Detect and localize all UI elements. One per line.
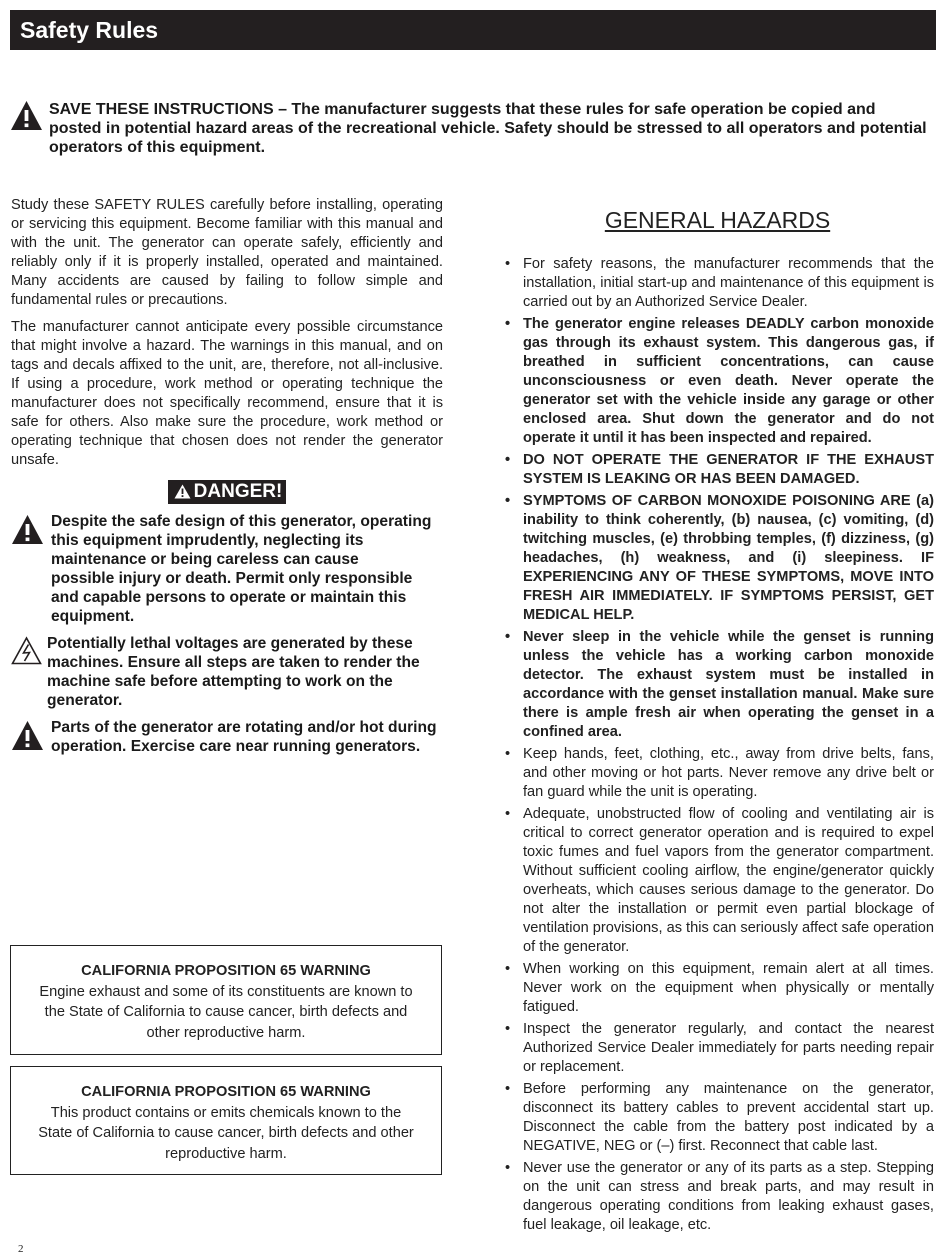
electrical-hazard-icon xyxy=(11,636,42,665)
danger-item-text: Despite the safe design of this generator, operating this equipment imprudently, neglecting its maintenance or being careless can cause xyxy=(51,513,432,568)
hazard-bullet: • DO NOT OPERATE THE GENERATOR IF THE EXHAUST SYSTEM IS LEAKING OR HAS BEEN DAMAGED. xyxy=(505,451,934,489)
page-number: 2 xyxy=(18,1243,24,1255)
danger-item-careless-operation xyxy=(11,512,443,626)
page-header xyxy=(10,10,936,50)
hazard-bullet: • Never use the generator or any of its parts as a step. Stepping on the unit can stress and break parts, and may result in dangerous operating conditions from leaking exhaust gases, fuel leakage, oil leakage, etc. xyxy=(505,1159,934,1235)
general-hazards-list xyxy=(505,255,934,1238)
hazard-bullet: • Adequate, unobstructed flow of cooling and ventilating air is critical to correct generator operation and is required to expel toxic fumes and fuel vapors from the generator compartment. Without sufficient cooling airflow, the engine/generator quickly overheats, which causes serious damage to the generator. Do not alter the installation or permit even partial blockage of ventilation provisions, as this can seriously affect safe operation of the generator. xyxy=(505,805,934,957)
hazard-bullet: • The generator engine releases DEADLY carbon monoxide gas through its exhaust system. This dangerous gas, if breathed in sufficient concentrations, can cause unconsciousness or even death. Never operate the generator set with the vehicle inside any garage or other enclosed area. Shut down the generator and do not operate it until it has been inspected and repaired. xyxy=(505,315,934,448)
intro-paragraph: Study these SAFETY RULES carefully before installing, operating or servicing this equipment. Become familiar with this manual and with the unit. The generator can operate safely, efficiently and reliably only if it is properly installed, operated and maintained. Many accidents are caused by failing to follow simple and fundamental rules or precautions. xyxy=(11,197,443,308)
danger-item-text: possible injury or death. Permit only responsible and capable persons to operate or maintain this equipment. xyxy=(51,570,413,625)
hazard-bullet: • SYMPTOMS OF CARBON MONOXIDE POISONING ARE (a) inability to think coherently, (b) nausea, (c) vomiting, (d) twitching muscles, (e) throbbing temples, (f) dizziness, (g) headaches, (h) weakness, and (i) sleepiness. IF EXPERIENCING ANY OF THESE SYMPTOMS, MOVE INTO FRESH AIR IMMEDIATELY. IF SYMPTOMS PERSIST, GET MEDICAL HELP. xyxy=(505,492,934,625)
exclamation-warning-icon xyxy=(11,720,44,751)
hazard-bullet: • Never sleep in the vehicle while the genset is running unless the vehicle has a working carbon monoxide detector. The exhaust system must be installed in accordance with the genset installation manual. Make sure there is ample fresh air when operating the genset in a confined area. xyxy=(505,628,934,742)
prop65-title: CALIFORNIA PROPOSITION 65 WARNING xyxy=(81,1084,371,1100)
danger-triangle-icon xyxy=(174,484,191,499)
hazard-bullet: • When working on this equipment, remain alert at all times. Never work on the equipment when physically or mentally fatigued. xyxy=(505,960,934,1017)
general-hazards-title: GENERAL HAZARDS xyxy=(604,207,831,233)
exclamation-warning-icon xyxy=(11,514,44,545)
hazard-bullet: • Keep hands, feet, clothing, etc., away from drive belts, fans, and other moving or hot parts. Never remove any drive belt or fan guard while the unit is operating. xyxy=(505,745,934,802)
prop65-body: This product contains or emits chemicals known to the State of California to cause cancer, birth defects and other reproductive harm. xyxy=(38,1104,414,1162)
danger-item-lethal-voltage xyxy=(11,634,443,710)
intro-paragraph: The manufacturer cannot anticipate every possible circumstance that might involve a hazard. The warnings in this manual, and on tags and decals affixed to the unit, are, therefore, not all-inclusive. If using a procedure, work method or operating technique the manufacturer does not specifically recommend, ensure that it is safe for others. Also make sure the procedure, work method or operating technique that chosen does not render the generator unsafe. xyxy=(11,319,443,468)
danger-item-text: Parts of the generator are rotating and/or hot during operation. Exercise care near running generators. xyxy=(51,719,437,755)
prop65-warning-box xyxy=(10,1066,442,1175)
danger-item-text: Potentially lethal voltages are generated by these machines. Ensure all steps are taken to render the machine safe before attempting to work on the generator. xyxy=(47,635,420,709)
exclamation-warning-icon xyxy=(10,100,43,131)
left-column xyxy=(11,196,443,764)
danger-item-rotating-hot-parts xyxy=(11,718,443,756)
save-instructions-notice xyxy=(10,100,930,157)
hazard-bullet: • Before performing any maintenance on the generator, disconnect its battery cables to prevent accidental start up. Disconnect the cable from the battery post indicated by a NEGATIVE, NEG or (–) first. Reconnect that cable last. xyxy=(505,1080,934,1156)
prop65-body: Engine exhaust and some of its constituents are known to the State of California to cause cancer, birth defects and other reproductive harm. xyxy=(39,983,413,1041)
danger-heading xyxy=(11,480,443,504)
prop65-warning-box xyxy=(10,945,442,1055)
hazard-bullet: • For safety reasons, the manufacturer recommends that the installation, initial start-up and maintenance of this equipment is carried out by an Authorized Service Dealer. xyxy=(505,255,934,312)
danger-label xyxy=(168,480,287,504)
prop65-title: CALIFORNIA PROPOSITION 65 WARNING xyxy=(81,963,371,979)
save-instructions-text: SAVE THESE INSTRUCTIONS – The manufacturer suggests that these rules for safe operation be copied and posted in potential hazard areas of the recreational vehicle. Safety should be stressed to all operators and potential operators of this equipment. xyxy=(49,101,927,156)
danger-label-text: DANGER! xyxy=(193,481,283,502)
hazard-bullet: • Inspect the generator regularly, and contact the nearest Authorized Service Dealer immediately for parts needing repair or replacement. xyxy=(505,1020,934,1077)
page-title: Safety Rules xyxy=(20,17,159,43)
